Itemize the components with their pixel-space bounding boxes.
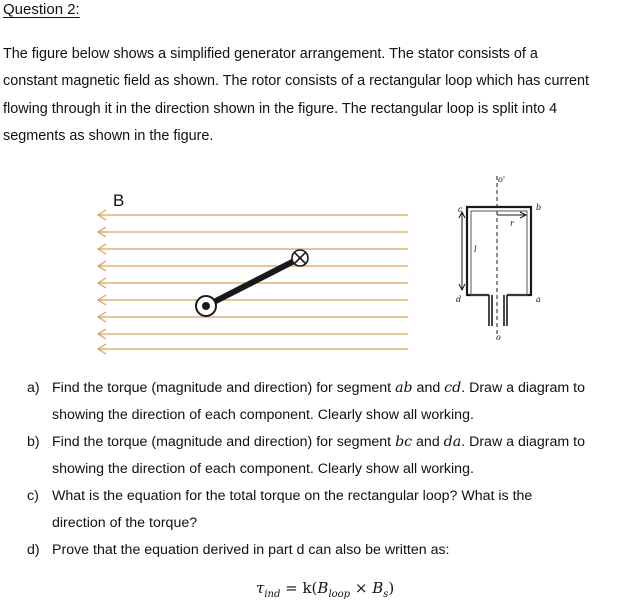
- intro-line: flowing through it in the direction shown in the figure. The rectangular loop is split into 4: [3, 100, 558, 117]
- slip-ring-right: [504, 295, 507, 326]
- field-line-4: [98, 261, 408, 271]
- label-o-prime: o': [498, 175, 506, 184]
- field-line-3: [98, 244, 408, 254]
- field-line-8: [98, 329, 408, 339]
- label-l: l: [474, 245, 477, 254]
- label-r: r: [510, 219, 514, 228]
- torque-equation: $\tau_{ind} = k(B_{loop} \times B_s)$: [256, 579, 395, 600]
- intro-line: constant magnetic field as shown. The rotor consists of a rectangular loop which has current: [3, 73, 590, 90]
- field-label: B: [113, 191, 125, 210]
- current-out-of-page-icon: [196, 296, 216, 316]
- slip-ring-left: [489, 295, 492, 326]
- intro-paragraph: [3, 41, 639, 151]
- loop-inner-frame: [471, 211, 527, 295]
- intro-line: The figure below shows a simplified generator arrangement. The stator consists of a: [3, 46, 538, 62]
- label-o: o: [496, 333, 501, 342]
- intro-line: segments as shown in the figure.: [3, 128, 214, 145]
- label-b: b: [536, 203, 542, 212]
- label-c: c: [458, 205, 463, 214]
- radius-arrow: [497, 212, 526, 218]
- rectangular-loop-diagram: [459, 176, 531, 334]
- label-a: a: [536, 295, 541, 304]
- generator-figure: [0, 160, 642, 370]
- label-d: d: [456, 295, 462, 304]
- length-arrow: [459, 212, 465, 290]
- current-into-page-icon: [292, 250, 308, 266]
- field-line-9: [98, 344, 408, 354]
- field-line-1: [98, 210, 408, 220]
- question-heading: Question 2:: [3, 1, 80, 18]
- loop-outer-frame: [467, 207, 531, 295]
- field-line-2: [98, 227, 408, 237]
- field-line-6: [98, 295, 408, 305]
- field-line-7: [98, 312, 408, 322]
